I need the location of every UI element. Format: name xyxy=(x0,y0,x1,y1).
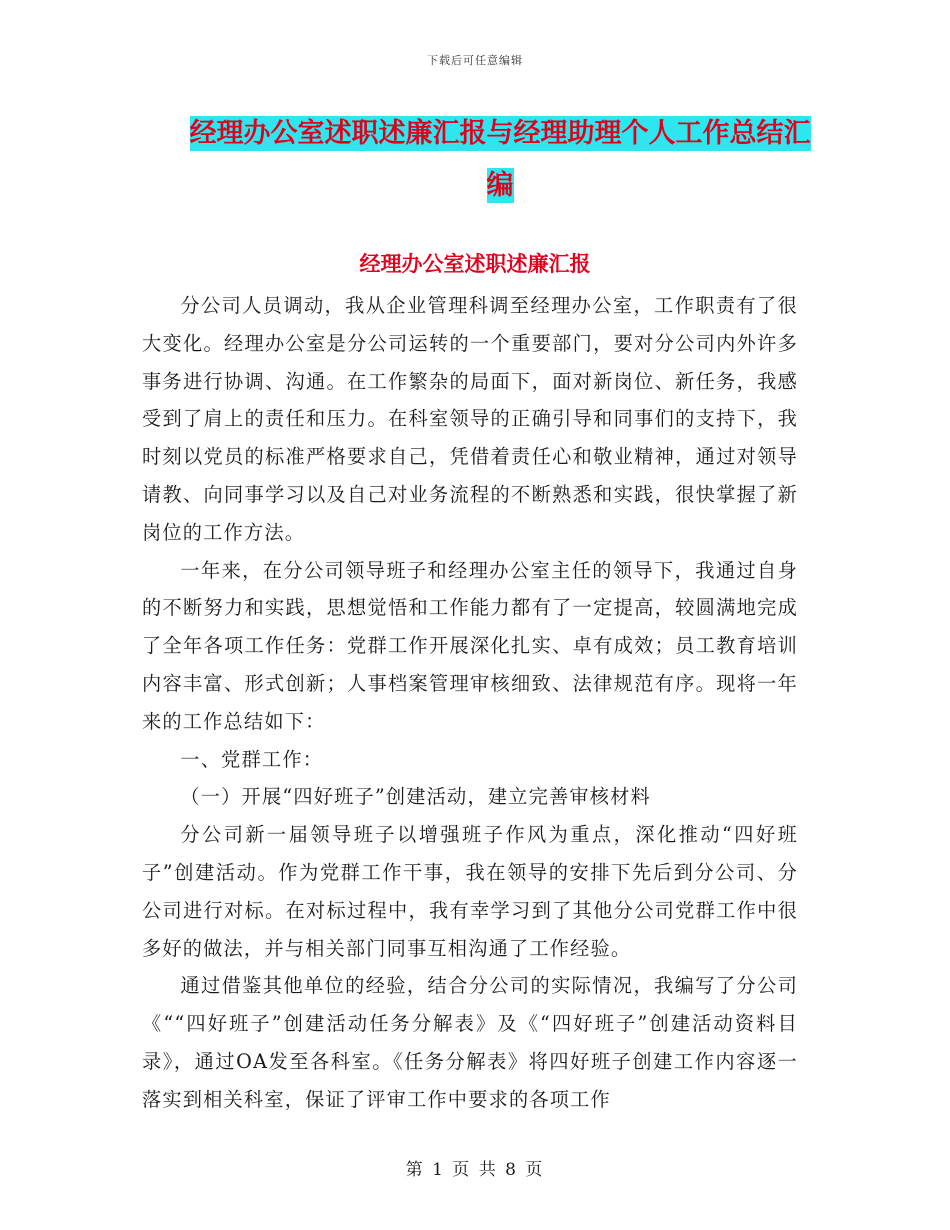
document-title-line-1: 经理办公室述职述廉汇报与经理助理个人工作总结汇 xyxy=(189,118,811,149)
paragraph-heading: 一、党群工作： xyxy=(180,747,324,771)
paragraph-subheading: （一）开展“四好班子”创建活动，建立完善审核材料 xyxy=(180,785,651,809)
paragraph: 一年来，在分公司领导班子和经理办公室主任的领导下，我通过自身的不断努力和实践，思想觉悟和工作能力都有了一定提高，较圆满地完成了全年各项工作任务：党群工作开展深化扎实、卓有成效；员工教育培训内容丰富、形式创新；人事档案管理审核细致、法律规范有序。现将一年来的工作总结如下： xyxy=(142,558,798,733)
paragraph: 分公司新一届领导班子以增强班子作风为重点，深化推动“四好班子”创建活动。作为党群工作干事，我在领导的安排下先后到分公司、分公司进行对标。在对标过程中，我有幸学习到了其他分公司党群工作中很多好的做法，并与相关部门同事互相沟通了工作经验。 xyxy=(142,823,798,960)
section-title: 经理办公室述职述廉汇报 xyxy=(359,252,591,276)
paragraph: 通过借鉴其他单位的经验，结合分公司的实际情况，我编写了分公司《““四好班子”创建活动任务分解表》及《“四好班子”创建活动资料目录》，通过OA发至各科室。《任务分解表》将四好班子创建工作内容逐一落实到相关科室，保证了评审工作中要求的各项工作 xyxy=(142,974,798,1111)
page-number: 第 1 页 共 8 页 xyxy=(405,1160,545,1180)
body-text xyxy=(142,287,798,1119)
page-header-note: 下载后可任意编辑 xyxy=(427,54,523,67)
document-title-line-2: 编 xyxy=(486,170,514,201)
document-title xyxy=(180,108,820,212)
paragraph: 分公司人员调动，我从企业管理科调至经理办公室，工作职责有了很大变化。经理办公室是分公司运转的一个重要部门，要对分公司内外许多事务进行协调、沟通。在工作繁杂的局面下，面对新岗位、新任务，我感受到了肩上的责任和压力。在科室领导的正确引导和同事们的支持下，我时刻以党员的标准严格要求自己，凭借着责任心和敬业精神，通过对领导请教、向同事学习以及自己对业务流程的不断熟悉和实践，很快掌握了新岗位的工作方法。 xyxy=(142,294,798,544)
